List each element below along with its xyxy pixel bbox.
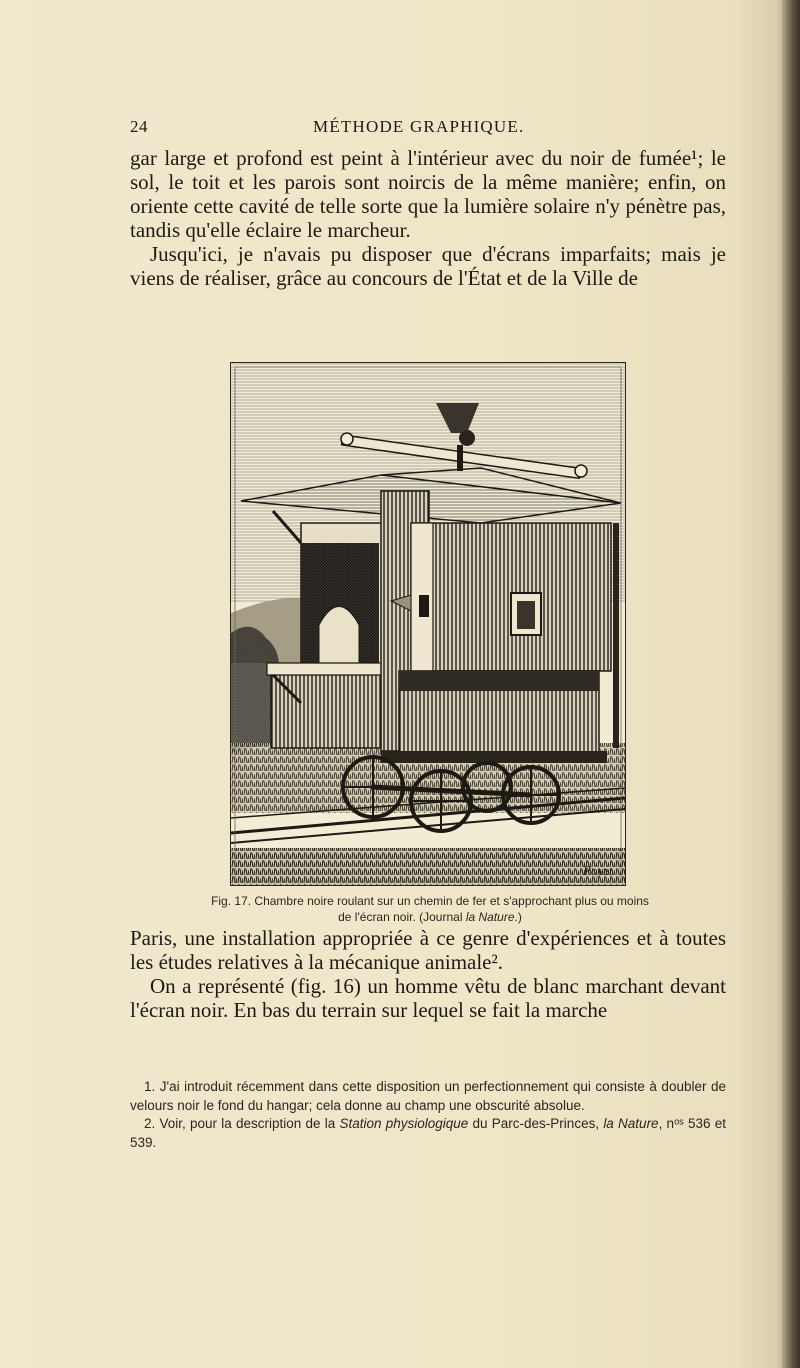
- footnote-2-text-end: , nᵒˢ 536 et 539.: [130, 1116, 726, 1150]
- paragraph-3: Paris, une installation appropriée à ce genre d'expériences et à toutes les études relatives à la mécanique animale².: [130, 926, 726, 974]
- running-title: MÉTHODE GRAPHIQUE.: [313, 117, 525, 136]
- body-text-top: [130, 146, 726, 290]
- figure-illustration: [230, 362, 626, 886]
- footnote-2-text-mid: du Parc-des-Princes,: [468, 1116, 604, 1131]
- caption-line-2: [165, 909, 695, 925]
- paragraph-4: On a représenté (fig. 16) un homme vêtu de blanc marchant devant l'écran noir. En bas du terrain sur lequel se fait la marche: [130, 974, 726, 1022]
- footnote-1: 1. J'ai introduit récemment dans cette disposition un perfectionnement qui consiste à doubler de velours noir le fond du hangar; cela donne au champ une obscurité absolue.: [130, 1079, 726, 1113]
- caption-journal-title: la Nature: [465, 910, 515, 924]
- footnote-2: [130, 1115, 726, 1152]
- engraver-signature: Poyet: [583, 863, 613, 878]
- footnote-2-journal: la Nature: [603, 1116, 659, 1131]
- page-edge-shadow: [782, 0, 800, 1368]
- footnote-2-text: 2. Voir, pour la description de la: [144, 1116, 340, 1131]
- running-head: [130, 117, 730, 139]
- paragraph-1: gar large et profond est peint à l'intérieur avec du noir de fumée¹; le sol, le toit et les parois sont noircis de la même manière; enfin, on oriente cette cavité de telle sorte que la lumière solaire n'y pénètre pas, tandis qu'elle éclaire le marcheur.: [130, 146, 726, 242]
- caption-line-1: Fig. 17. Chambre noire roulant sur un chemin de fer et s'approchant plus ou moins: [211, 894, 649, 908]
- body-text-bottom: [130, 926, 726, 1022]
- caption-text-end: .): [514, 910, 522, 924]
- page-number: 24: [130, 117, 148, 136]
- paragraph-2: Jusqu'ici, je n'avais pu disposer que d'écrans imparfaits; mais je viens de réaliser, grâce au concours de l'État et de la Ville de: [130, 242, 726, 290]
- caption-text: de l'écran noir. (Journal: [338, 910, 466, 924]
- figure-caption: [165, 893, 695, 925]
- engraving-dark-chamber-wagon: [231, 363, 625, 885]
- footnotes: [130, 1078, 726, 1152]
- footnote-2-station: Station physiologique: [339, 1116, 469, 1131]
